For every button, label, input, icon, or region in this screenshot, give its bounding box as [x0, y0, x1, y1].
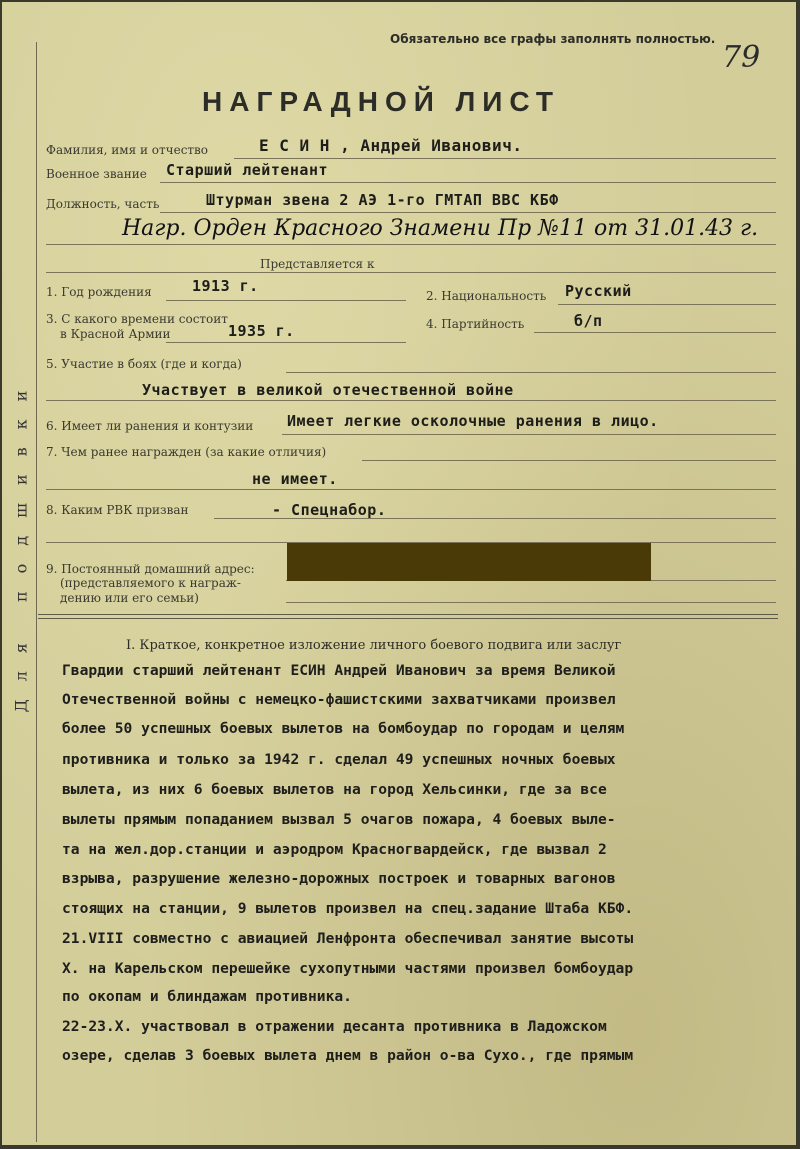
nationality-value: Русский — [565, 282, 632, 300]
battles-line-1 — [286, 372, 776, 373]
birth-year-line — [166, 300, 406, 301]
nationality-line — [558, 304, 776, 305]
narrative-line-1: Гвардии старший лейтенант ЕСИН Андрей Иванович за время Великой — [62, 662, 616, 679]
presented-line — [46, 272, 776, 273]
side-label-text: Для подшивки — [11, 372, 31, 712]
handwritten-award-note: Нагр. Орден Красного Знамени Пр №11 от 31.01.43 г. — [122, 216, 759, 241]
rank-value: Старший лейтенант — [166, 161, 329, 179]
rank-line — [160, 182, 776, 183]
prior-awards-line-2 — [46, 489, 776, 490]
narrative-line-3: более 50 успешных боевых вылетов на бомбоудар по городам и целям — [62, 720, 625, 737]
binding-label — [6, 252, 36, 832]
address-line-2 — [286, 602, 776, 603]
rvk-label: 8. Каким РВК призван — [46, 503, 189, 517]
name-label: Фамилия, имя и отчество — [46, 143, 209, 157]
nationality-label: 2. Национальность — [426, 289, 547, 303]
name-line — [234, 158, 776, 159]
army-service-line — [166, 342, 406, 343]
address-label-line2: (представляемого к награж- — [60, 576, 241, 590]
narrative-line-5: вылета, из них 6 боевых вылетов на город Хельсинки, где за все — [62, 781, 607, 798]
prior-awards-value: не имеет. — [252, 470, 338, 488]
party-line — [534, 332, 776, 333]
rank-label: Военное звание — [46, 167, 147, 181]
section-divider-top — [38, 614, 778, 615]
page-number: 79 — [722, 40, 761, 75]
army-service-label-line2: в Красной Армии — [60, 327, 171, 341]
wounds-label: 6. Имеет ли ранения и контузии — [46, 419, 254, 433]
birth-year-value: 1913 г. — [192, 277, 259, 295]
party-value: б/п — [574, 312, 603, 330]
section-heading: I. Краткое, конкретное изложение личного боевого подвига или заслуг — [126, 638, 622, 653]
battles-value: Участвует в великой отечественной войне — [142, 381, 514, 399]
birth-year-label: 1. Год рождения — [46, 285, 152, 299]
award-sheet — [2, 2, 796, 1145]
name-value: Е С И Н , Андрей Иванович. — [259, 136, 523, 155]
address-label-line1: 9. Постоянный домашний адрес: — [46, 562, 255, 576]
narrative-line-10: 21.VIII совместно с авиацией Ленфронта обеспечивал занятие высоты — [62, 930, 634, 947]
narrative-line-11: Х. на Карельском перешейке сухопутными частями произвел бомбоудар — [62, 960, 634, 977]
position-value: Штурман звена 2 АЭ 1-го ГМТАП ВВС КБФ — [206, 191, 559, 209]
narrative-line-12: по окопам и блиндажам противника. — [62, 988, 352, 1005]
section-divider-bottom — [38, 618, 778, 619]
narrative-line-14: озере, сделав 3 боевых вылета днем в район о-ва Сухо., где прямым — [62, 1047, 634, 1064]
document-title: НАГРАДНОЙ ЛИСТ — [202, 86, 561, 117]
award-line — [46, 244, 776, 245]
redacted-address-block — [287, 543, 651, 581]
narrative-line-4: противника и только за 1942 г. сделал 49 успешных ночных боевых — [62, 751, 616, 768]
wounds-value: Имеет легкие осколочные ранения в лицо. — [287, 412, 659, 430]
army-service-label-line1: 3. С какого времени состоит — [46, 312, 228, 326]
wounds-line — [282, 434, 776, 435]
narrative-line-8: взрыва, разрушение железно-дорожных построек и товарных вагонов — [62, 870, 616, 887]
position-line — [160, 212, 776, 213]
binding-margin-rule — [36, 42, 37, 1142]
party-label: 4. Партийность — [426, 317, 525, 331]
battles-label: 5. Участие в боях (где и когда) — [46, 357, 242, 371]
position-label: Должность, часть — [46, 197, 160, 211]
narrative-line-7: та на жел.дор.станции и аэродром Красногвардейск, где вызвал 2 — [62, 841, 607, 858]
narrative-line-9: стоящих на станции, 9 вылетов произвел на спец.задание Штаба КБФ. — [62, 900, 634, 917]
narrative-line-2: Отечественной войны с немецко-фашистскими захватчиками произвел — [62, 691, 616, 708]
army-service-value: 1935 г. — [228, 322, 295, 340]
prior-awards-line-1 — [362, 460, 776, 461]
narrative-line-6: вылеты прямым попаданием вызвал 5 очагов пожара, 4 боевых выле- — [62, 811, 616, 828]
prior-awards-label: 7. Чем ранее награжден (за какие отличия) — [46, 445, 327, 459]
address-label-line3: дению или его семьи) — [60, 591, 199, 605]
fill-all-fields-note: Обязательно все графы заполнять полностью. — [390, 32, 716, 46]
battles-line-2 — [46, 400, 776, 401]
rvk-value: - Спецнабор. — [272, 501, 387, 519]
narrative-line-13: 22-23.Х. участвовал в отражении десанта противника в Ладожском — [62, 1018, 607, 1035]
presented-label: Представляется к — [260, 257, 375, 271]
